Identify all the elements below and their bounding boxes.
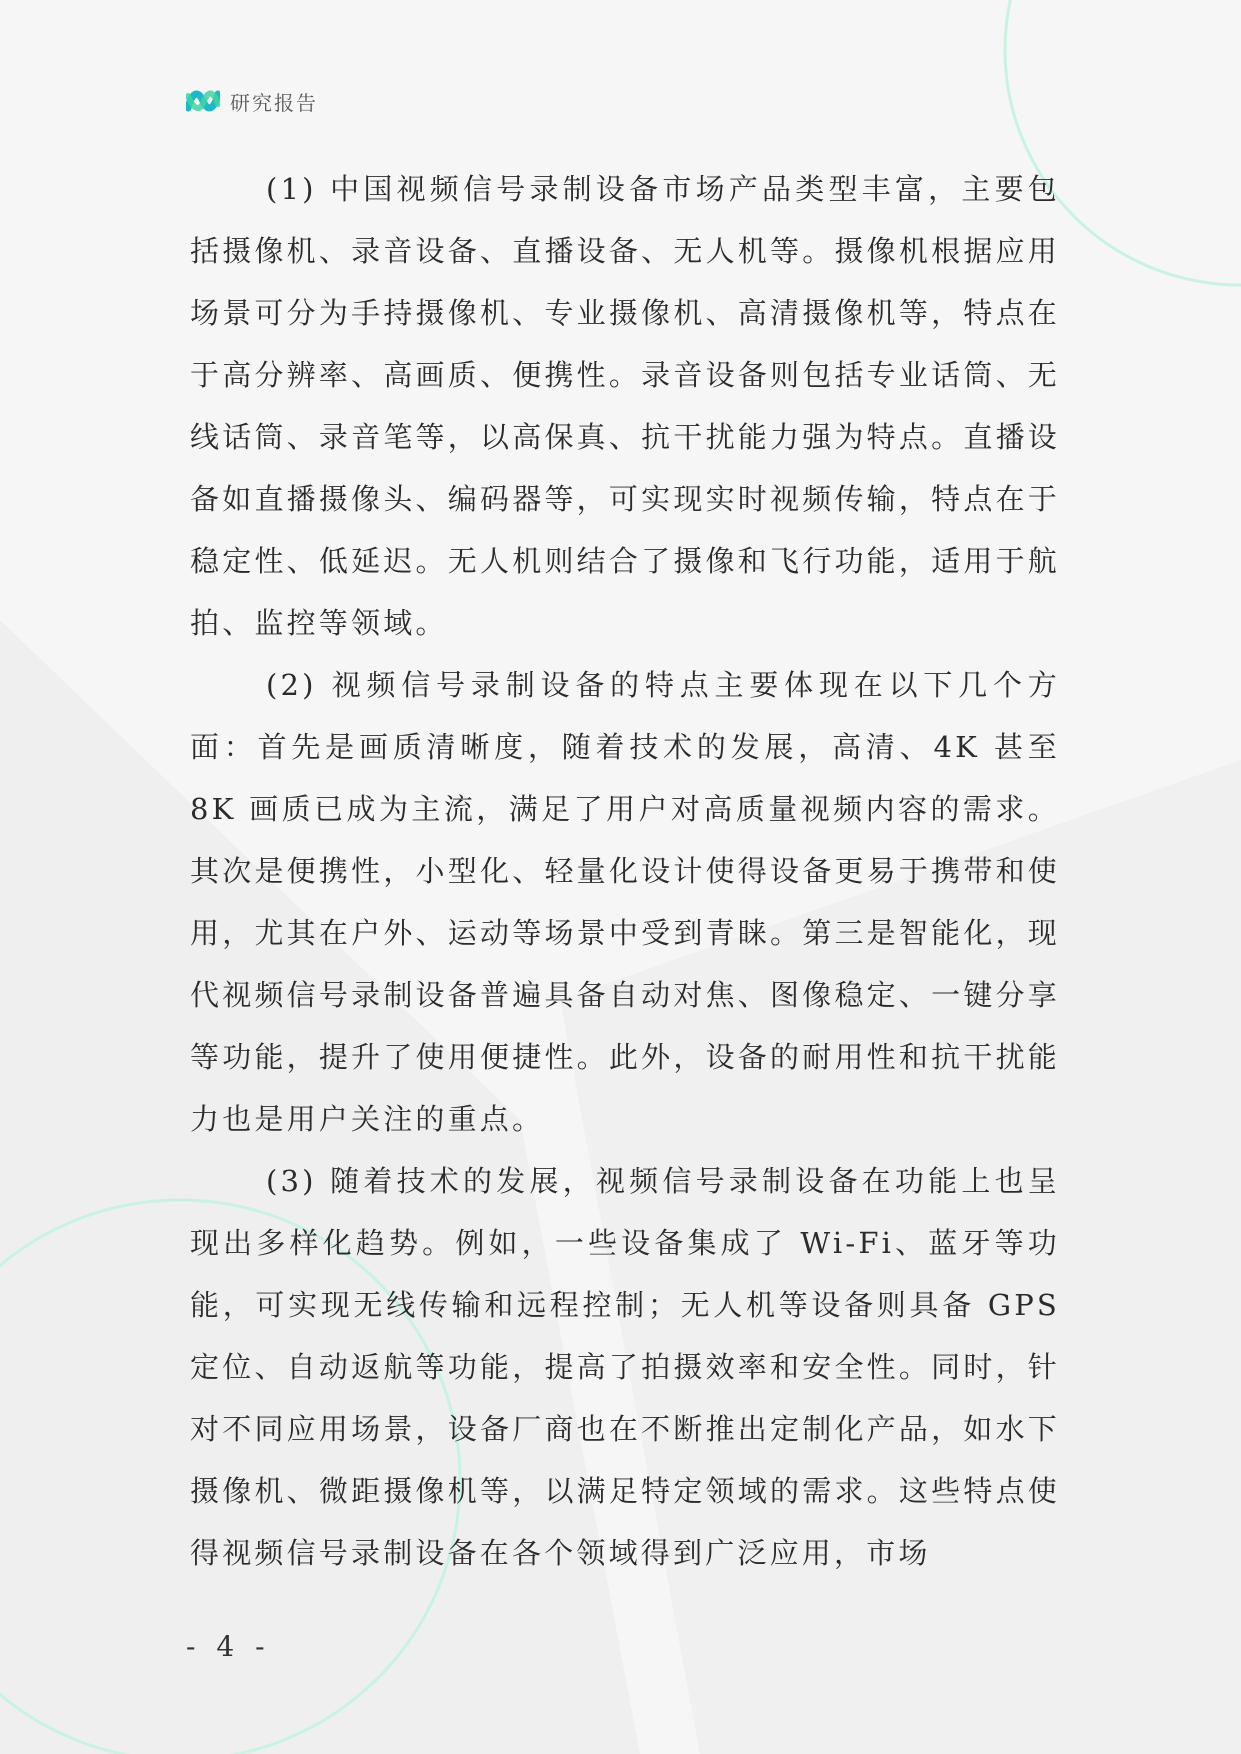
paragraph-1: (1) 中国视频信号录制设备市场产品类型丰富，主要包括摄像机、录音设备、直播设备、无人机等。摄像机根据应用场景可分为手持摄像机、专业摄像机、高清摄像机等，特点在于高分辨率、高画质、便携性。录音设备则包括专业话筒、无线话筒、录音笔等，以高保真、抗干扰能力强为特点。直播设备如直播摄像头、编码器等，可实现实时视频传输，特点在于稳定性、低延迟。无人机则结合了摄像和飞行功能，适用于航拍、监控等领域。 — [190, 172, 1060, 640]
paragraph-2: (2) 视频信号录制设备的特点主要体现在以下几个方面：首先是画质清晰度，随着技术的发展，高清、4K 甚至 8K 画质已成为主流，满足了用户对高质量视频内容的需求。其次是便携性，小型化、轻量化设计使得设备更易于携带和使用，尤其在户外、运动等场景中受到青睐。第三是智能化，现代视频信号录制设备普遍具备自动对焦、图像稳定、一键分享等功能，提升了使用便捷性。此外，设备的耐用性和抗干扰能力也是用户关注的重点。 — [190, 668, 1060, 1136]
body-text — [190, 158, 1060, 1584]
paragraph-3: (3) 随着技术的发展，视频信号录制设备在功能上也呈现出多样化趋势。例如，一些设备集成了 Wi-Fi、蓝牙等功能，可实现无线传输和远程控制；无人机等设备则具备 GPS 定位、自动返航等功能，提高了拍摄效率和安全性。同时，针对不同应用场景，设备厂商也在不断推出定制化产品，如水下摄像机、微距摄像机等，以满足特定领域的需求。这些特点使得视频信号录制设备在各个领域得到广泛应用，市场 — [190, 1164, 1060, 1570]
report-header — [186, 86, 318, 116]
header-title: 研究报告 — [230, 90, 318, 115]
page-number: - 4 - — [186, 1630, 271, 1663]
brand-logo-icon — [186, 86, 220, 116]
